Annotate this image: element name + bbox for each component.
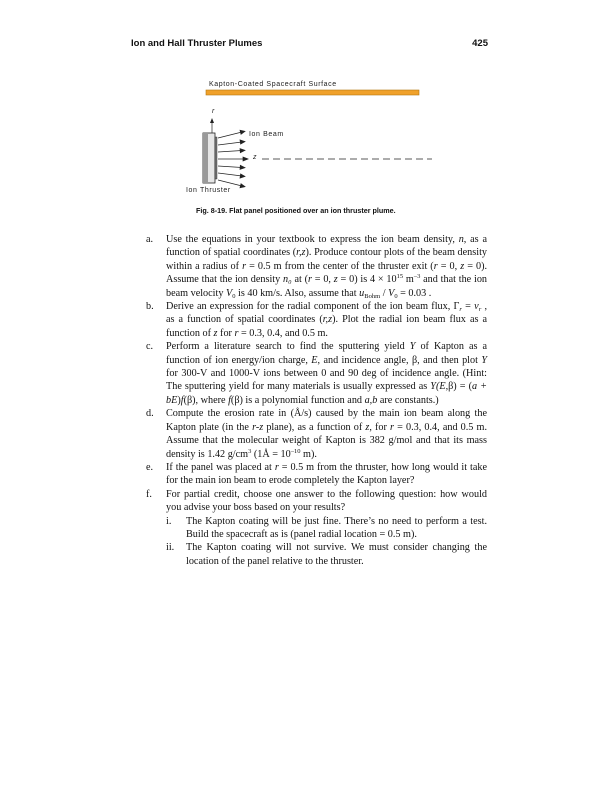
problem-a xyxy=(0,233,487,300)
option-ii-text: The Kapton coating will not survive. We must consider changing the location of the panel relative to the thruster. xyxy=(186,542,487,567)
page-number: 425 xyxy=(472,38,488,49)
ion-thruster-label: Ion Thruster xyxy=(186,187,231,194)
item-marker: a. xyxy=(146,234,154,245)
problem-a-text: Use the equations in your textbook to express the ion beam density, n, as a function of spatial coordinates (r,z). Produce contour plots of the beam density within a radius of r = 0.5 m from the center of the thruster exit (r = 0, z = 0). Assume that the ion density n₀ at (r = 0, z = 0) is $4 \times 10^{15}$ $m^{-3}$ and that the ion beam velocity $V_0$ is 40 km/s. Also, assume that $u_{Bohm} / V_0 = 0.03$ . xyxy=(166,234,488,300)
option-marker: ii. xyxy=(166,542,175,554)
problem-c xyxy=(0,340,487,407)
z-axis-label: z xyxy=(253,154,257,161)
figure-caption: Fig. 8-19. Flat panel positioned over an ion thruster plume. xyxy=(196,206,396,215)
problem-d xyxy=(0,407,487,461)
plume-diagram xyxy=(0,0,612,230)
ion-beam-arrows xyxy=(218,130,248,188)
item-marker: c. xyxy=(146,341,154,353)
surface-label: Kapton-Coated Spacecraft Surface xyxy=(209,81,337,88)
r-axis-label: r xyxy=(212,108,215,115)
item-marker: b. xyxy=(146,301,154,313)
r-axis xyxy=(210,118,214,133)
option-i-text: The Kapton coating will be just fine. There’s no need to perform a test. Build the spacecraft as is (panel radial location = 0.5 m). xyxy=(186,515,487,540)
kapton-panel xyxy=(206,90,419,95)
option-ii xyxy=(0,541,487,568)
problem-b-text: Derive an expression for the radial component of the ion beam flux, $\Gamma_r = v_r$ , as a function of spatial coordinates (r,z). Plot the radial ion beam flux as a function of z for r = 0.3, 0.4, and 0.5 m. xyxy=(166,301,488,339)
chapter-title: Ion and Hall Thruster Plumes xyxy=(131,38,263,49)
problem-list xyxy=(0,233,612,568)
option-i xyxy=(0,515,487,542)
item-marker: f. xyxy=(146,488,152,500)
problem-e xyxy=(0,461,487,488)
thruster-body xyxy=(203,133,217,183)
option-marker: i. xyxy=(166,515,172,527)
ion-beam-label: Ion Beam xyxy=(249,131,284,138)
problem-c-text: Perform a literature search to find the sputtering yield Y of Kapton as a function of ion energy/ion charge, E, and incidence angle, β, and then plot Y for 300-V and 1000-V ions between 0 and 90 deg of incidence angle. (Hint: The sputtering yield for many materials is usually expressed as Y(E,β) = (a + bE)f(β), where f(β) is a polynomial function and a,b are constants.) xyxy=(166,341,487,406)
problem-b xyxy=(0,300,487,340)
problem-d-text: Compute the erosion rate in (Å/s) caused by the main ion beam along the Kapton plate (in the r-z plane), as a function of z, for r = 0.3, 0.4, and 0.5 m. Assume that the molecular weight of Kapton is 382 g/mol and that its mass density is 1.42 $g/cm^3$ (1Å = $10^{-10}$ m). xyxy=(166,408,487,460)
problem-f xyxy=(0,488,487,515)
problem-f-text: For partial credit, choose one answer to the following question: how would you advise your boss based on your results? xyxy=(166,488,487,514)
problem-e-text: If the panel was placed at r = 0.5 m from the thruster, how long would it take for the main ion beam to erode completely the Kapton layer? xyxy=(166,461,487,487)
item-marker: d. xyxy=(146,408,154,420)
item-marker: e. xyxy=(146,461,154,473)
figure-8-19 xyxy=(0,0,612,230)
